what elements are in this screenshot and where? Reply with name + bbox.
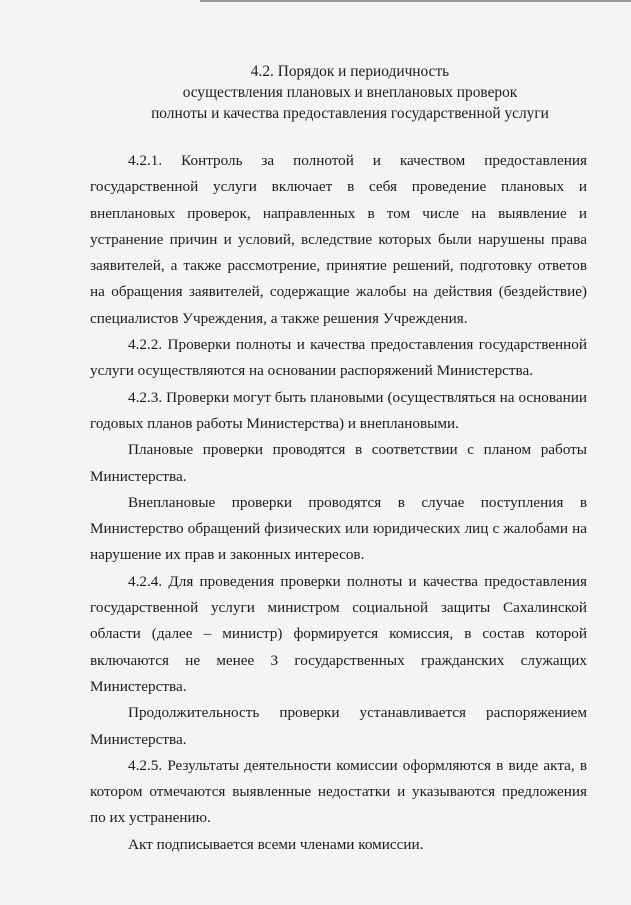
section-heading [90, 61, 610, 124]
heading-line-3: полноты и качества предоставления государственной услуги [151, 105, 549, 122]
document-body [90, 148, 587, 858]
paragraph-4-2-1: 4.2.1. Контроль за полнотой и качеством предоставления государственной услуги включает в себя проведение плановых и внеплановых проверок, направленных в том числе на выявление и устранение причин и условий, вследствие которых были нарушены права заявителей, а также рассмотрение, принятие решений, подготовку ответов на обращения заявителей, содержащие жалобы на действия (бездействие) специалистов Учреждения, а также решения Учреждения. [90, 152, 587, 327]
paragraph-duration: Продолжительность проверки устанавливается распоряжением Министерства. [90, 704, 587, 748]
paragraph-4-2-3: 4.2.3. Проверки могут быть плановыми (осуществляться на основании годовых планов работы Министерства) и внеплановыми. [90, 388, 587, 432]
paragraph-planned-checks: Плановые проверки проводятся в соответствии с планом работы Министерства. [90, 441, 587, 485]
paragraph-act-signing: Акт подписывается всеми членами комиссии. [128, 835, 424, 853]
paragraph-unplanned-checks: Внеплановые проверки проводятся в случае поступления в Министерство обращений физических или юридических лиц с жалобами на нарушение их прав и законных интересов. [90, 493, 587, 564]
heading-line-1: 4.2. Порядок и периодичность [250, 63, 450, 80]
paragraph-4-2-4: 4.2.4. Для проведения проверки полноты и качества предоставления государственной услуги министром социальной защиты Сахалинской области (далее – министр) формируется комиссия, в состав которой включаются не менее 3 государственных гражданских служащих Министерства. [90, 572, 587, 695]
heading-line-2: осуществления плановых и внеплановых проверок [182, 84, 518, 101]
paragraph-4-2-5: 4.2.5. Результаты деятельности комиссии оформляются в виде акта, в котором отмечаются выявленные недостатки и указываются предложения по их устранению. [90, 756, 587, 827]
top-scan-rule [200, 0, 631, 2]
paragraph-4-2-2: 4.2.2. Проверки полноты и качества предоставления государственной услуги осуществляются на основании распоряжений Министерства. [90, 336, 587, 380]
